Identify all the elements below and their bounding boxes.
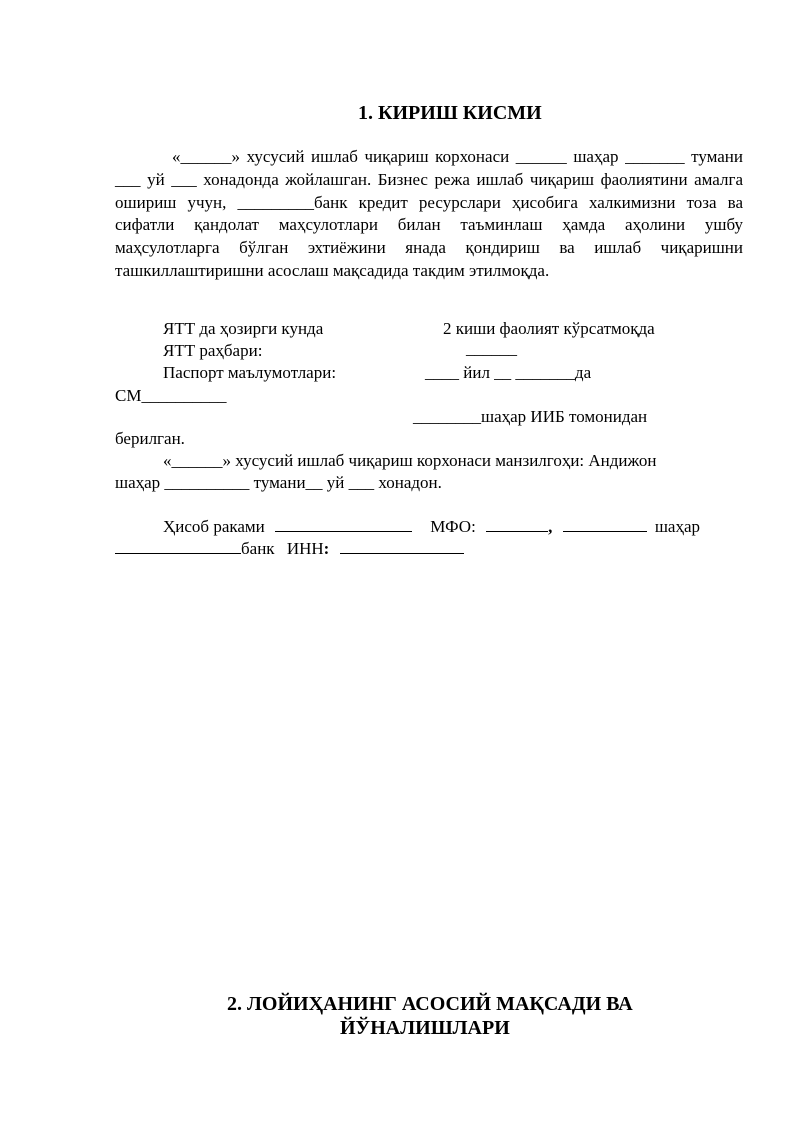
mfo-comma: , xyxy=(548,517,553,536)
issued-by: ________шаҳар ИИБ томонидан xyxy=(413,407,648,426)
account-row xyxy=(163,516,700,537)
inn-label: ИНН xyxy=(286,539,324,558)
bank-label: банк xyxy=(241,539,275,558)
passport-label: Паспорт маълумотлари: xyxy=(163,363,337,382)
cm-line: СМ__________ xyxy=(115,386,227,405)
account-blank xyxy=(275,516,412,532)
address-line-2: шаҳар __________ тумани__ уй ___ хонадон. xyxy=(115,473,442,492)
section-1-title: 1. КИРИШ КИСМИ xyxy=(358,102,542,124)
mfo-blank-2 xyxy=(563,516,647,532)
intro-paragraph xyxy=(115,146,743,283)
issued-text: берилган. xyxy=(115,429,185,448)
mfo-label: МФО: xyxy=(430,517,476,536)
bank-row xyxy=(115,538,464,559)
head-value: ______ xyxy=(466,339,517,358)
city-label: шаҳар xyxy=(654,517,700,536)
section-2-title-line-2: ЙЎНАЛИШЛАРИ xyxy=(340,1017,510,1039)
inn-blank xyxy=(340,538,464,554)
mfo-blank xyxy=(486,516,548,532)
head-label: ЯТТ раҳбари: xyxy=(163,341,263,360)
address-line-1: «______» хусусий ишлаб чиқариш корхонаси манзилгоҳи: Андижон xyxy=(163,451,657,470)
section-2-title-line-1: 2. ЛОЙИҲАНИНГ АСОСИЙ МАҚСАДИ ВА xyxy=(227,993,633,1015)
account-label: Ҳисоб раками xyxy=(163,517,265,536)
passport-value: ____ йил __ _______да xyxy=(425,363,592,382)
inn-colon: : xyxy=(323,539,330,558)
intro-text: «______» хусусий ишлаб чиқариш корхонаси ______ шаҳар _______ тумани ___ уй ___ хонадонда жойлашган. Бизнес режа ишлаб чиқариш фаолиятини амалга ошириш учун, _________банк кредит ресурслари ҳисобига халкимизни тоза ва сифатли қандолат маҳсулотлари билан таъминлаш ҳамда аҳолини ушбу маҳсулотларга бўлган эхтиёжини янада қондириш ва ишлаб чиқаришни ташкиллаштиришни асослаш мақсадида такдим этилмоқда. xyxy=(115,147,743,280)
staff-label: ЯТТ да ҳозирги кунда xyxy=(163,319,324,338)
staff-value: 2 киши фаолият кўрсатмоқда xyxy=(443,319,655,338)
bank-blank xyxy=(115,538,241,554)
